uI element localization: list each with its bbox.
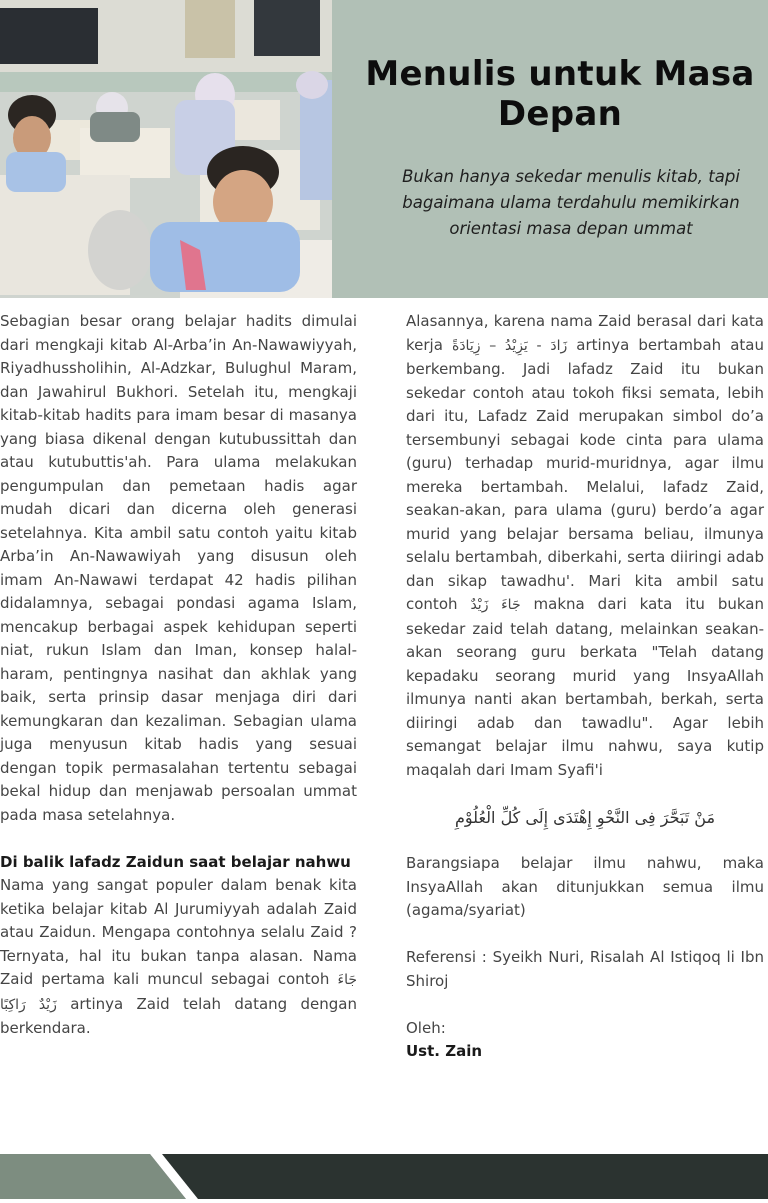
footer-decoration — [0, 1154, 768, 1199]
arabic-quote: مَنْ تَبَحَّرَ فِى النَّحْوِ إِهْتَدَى إِلَى كُلِّ الْعُلُوْمِ — [454, 808, 716, 827]
section-heading: Di balik lafadz Zaidun saat belajar nahwu — [0, 852, 351, 871]
quote-translation: Barangsiapa belajar ilmu nahwu, maka InsyaAllah akan ditunjukkan semua ilmu (agama/syariat) — [406, 854, 764, 919]
right-column — [406, 310, 764, 1064]
byline-label: Oleh: — [406, 1018, 446, 1037]
right-text-2: artinya bertambah atau berkembang. Jadi lafadz Zaid itu bukan sekedar contoh atau tokoh fiksi semata, lebih dari itu, Lafadz Zaid merupakan simbol do’a tersembunyi sebagai kode cinta para ulama (guru) terhadap murid-muridnya, agar ilmu mereka bertambah. Melalui, lafadz Zaid, seakan-akan, para ulama (guru) berdo’a agar murid yang belajar bersama beliau, ilmunya selalu bertambah, diberkahi, serta diiringi adab dan sikap tawadhu'. Mari kita ambil satu contoh — [406, 335, 764, 613]
reference: Referensi : Syeikh Nuri, Risalah Al Istiqoq li Ibn Shiroj — [406, 948, 764, 990]
intro-paragraph: Sebagian besar orang belajar hadits dimulai dari mengkaji kitab Al-Arba’in An-Nawawiyyah, Riyadhussholihin, Al-Adzkar, Bulughul Maram, dan Jawahirul Bukhori. Setelah itu, mengkaji kitab-kitab hadits para imam besar di masanya yang biasa dikenal dengan kutubussittah dan atau kutubuttis'ah. Para ulama melakukan pengumpulan dan pemetaan hadis agar mudah dicari dan dicerna oleh generasi setelahnya. Kita ambil satu contoh yaitu kitab Arba’in An-Nawawiyah yang disusun oleh imam An-Nawawi terdapat 42 hadis pilihan didalamnya, sebagai pondasi agama Islam, mencakup berbagai aspek kehidupan seperti niat, rukun Islam dan Iman, konsep halal-haram, pentingnya nasihat dan akhlak yang baik, serta prinsip dasar menjaga diri dari kemungkaran dan kezaliman. Sebagian ulama juga menyusun kitab hadis yang sesuai dengan topik permasalahan tertentu sebagai bekal hidup dan menjawab persoalan ummat pada masa setelahnya. — [0, 312, 357, 824]
arabic-example-2: جَاءَ زَيْدٌ — [470, 597, 521, 613]
left-column — [0, 310, 357, 1041]
section-paragraph — [0, 874, 357, 1041]
footer-band — [0, 1154, 768, 1199]
article-subtitle: Bukan hanya sekedar menulis kitab, tapi bagaimana ulama terdahulu memikirkan orientasi masa depan ummat — [402, 167, 740, 238]
right-text-1: Alasannya, karena nama Zaid berasal dari kata kerja — [406, 312, 764, 354]
right-text-3: makna dari kata itu bukan sekedar zaid telah datang, melainkan seakan-akan seorang guru berkata "Telah datang kepadaku seorang murid yang InsyaAllah ilmunya nanti akan bertambah, berkah, serta diiringi adab dan tawadlu". Agar lebih semangat belajar ilmu nahwu, saya kutip maqalah dari Imam Syafi'i — [406, 595, 764, 779]
explanation-paragraph — [406, 310, 764, 782]
header-photo-students-writing — [0, 0, 332, 298]
section-text-2: artinya Zaid telah datang dengan berkendara. — [0, 994, 357, 1037]
arabic-verb: زَادَ - يَزِيْدُ – زِيَادَةً — [451, 337, 568, 354]
article-title: Menulis untuk Masa Depan — [365, 54, 755, 134]
section-text-1: Nama yang sangat populer dalam benak kita ketika belajar kitab Al Jurumiyyah adalah Zaid atau Zaidun. Mengapa contohnya selalu Zaid ? Ternyata, hal itu bukan tanpa alasan. Nama Zaid pertama kali muncul sebagai contoh — [0, 876, 357, 988]
classroom-illustration — [0, 0, 332, 298]
header — [0, 0, 768, 298]
arabic-example-1: جَاءَ زَيْدٌ رَاكِبًا — [0, 972, 357, 1013]
author-name: Ust. Zain — [406, 1042, 483, 1060]
title-panel — [332, 0, 768, 298]
